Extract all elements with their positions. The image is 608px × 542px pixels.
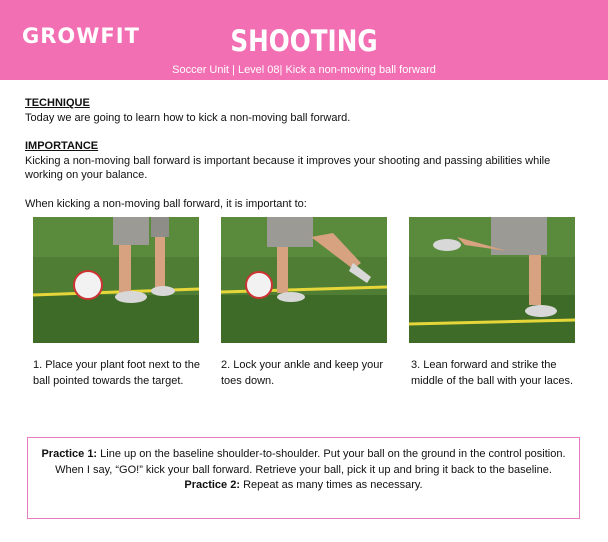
practice-1-label: Practice 1: <box>41 448 98 460</box>
practice-2-label: Practice 2: <box>184 479 241 491</box>
intro-text: When kicking a non-moving ball forward, it is important to: <box>25 198 307 210</box>
page-title: SHOOTING <box>230 24 378 58</box>
step-3-caption: 3. Lean forward and strike the middle of the ball with your laces. <box>411 359 574 387</box>
importance-heading: IMPORTANCE <box>25 140 99 152</box>
importance-section <box>25 139 585 183</box>
practice-2-text: Repeat as many times as necessary. <box>240 479 423 491</box>
step-1-photo <box>33 217 199 343</box>
step-3-photo <box>409 217 575 343</box>
importance-text: Kicking a non-moving ball forward is important because it improves your shooting and passing abilities while working on your balance. <box>25 154 551 181</box>
technique-heading: TECHNIQUE <box>25 97 90 109</box>
header-banner <box>0 0 608 80</box>
technique-section <box>25 96 585 125</box>
growfit-logo: GROWFIT <box>22 24 140 48</box>
technique-text: Today we are going to learn how to kick a non-moving ball forward. <box>25 111 351 124</box>
page-subtitle: Soccer Unit | Level 08| Kick a non-moving ball forward <box>172 64 436 76</box>
step-2-caption: 2. Lock your ankle and keep your toes down. <box>221 359 384 387</box>
practice-box <box>27 437 580 519</box>
step-2-photo <box>221 217 387 343</box>
step-1-caption: 1. Place your plant foot next to the ball pointed towards the target. <box>33 359 200 387</box>
practice-1-text: Line up on the baseline shoulder-to-shoulder. Put your ball on the ground in the control position. When I say, “GO!” kick your ball forward. Retrieve your ball, pick it up and bring it back to the baseline. <box>55 448 566 476</box>
